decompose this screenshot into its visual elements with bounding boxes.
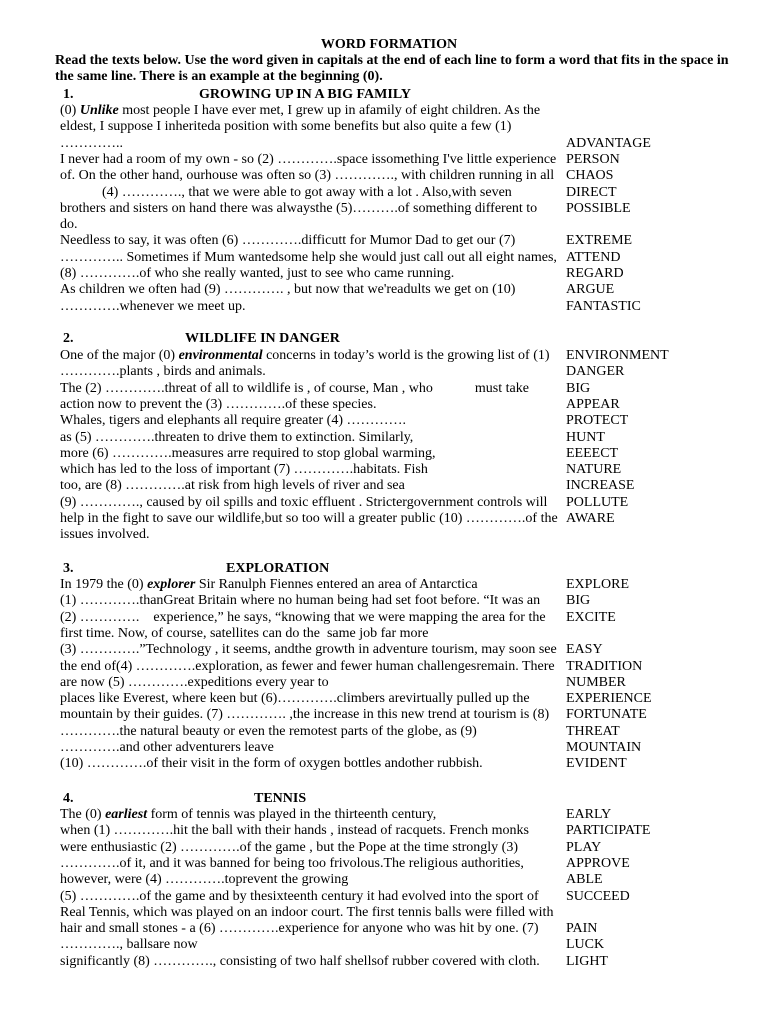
text-line: Real Tennis, which was played on an indoor court. The first tennis balls were filled with (60, 904, 554, 920)
text-line: ………….. (60, 135, 123, 151)
text-line: (2) …………. experience,” he says, “knowing that we were mapping the area for the (60, 609, 546, 625)
key-word: BIG (566, 380, 591, 396)
text-line (60, 103, 540, 119)
text-line (60, 807, 436, 823)
text-line: when (1) ………….hit the ball with their hands , instead of racquets. French monks (60, 823, 529, 839)
text-line: (1) ………….thanGreat Britain where no human being had set foot before. “It was an (60, 593, 541, 609)
text-segment: Sir Ranulph Fiennes entered an area of Antarctica (195, 577, 478, 592)
key-word: PAIN (566, 921, 598, 937)
section-number: 2. (63, 331, 74, 346)
text-line: which has led to the loss of important (7) ………….habitats. Fish (60, 462, 428, 478)
text-line (60, 348, 550, 364)
key-word: ENVIRONMENT (566, 348, 669, 363)
text-line: ………….the natural beauty or even the remotest parts of the globe, as (9) (60, 723, 477, 739)
text-line: do. (60, 217, 78, 233)
section-number: 4. (63, 791, 74, 806)
text-line: the end of(4) ………….exploration, as fewer and fewer human challengesremain. There (60, 658, 555, 674)
key-word: THREAT (566, 723, 620, 739)
example-answer: Unlike (79, 103, 119, 118)
text-line: (10) ………….of their visit in the form of oxygen bottles andother rubbish. (60, 756, 483, 772)
example-answer: environmental (178, 348, 263, 363)
key-word: APPROVE (566, 855, 630, 871)
key-word: DIRECT (566, 184, 617, 200)
text-line: brothers and sisters on hand there was alwaysthe (5)……….of something different to (60, 200, 538, 216)
example-answer: earliest (105, 807, 148, 822)
key-word: EXPERIENCE (566, 691, 652, 707)
text-line: action now to prevent the (3) ………….of these species. (60, 396, 377, 412)
key-word: POLLUTE (566, 494, 629, 510)
text-line: Whales, tigers and elephants all require greater (4) …………. (60, 413, 406, 429)
text-line: however, were (4) ………….toprevent the growing (60, 872, 349, 888)
key-word: PARTICIPATE (566, 823, 651, 839)
key-word: MOUNTAIN (566, 740, 642, 755)
text-line: (4) …………., that we were able to got away with a lot . Also,with seven (60, 184, 512, 200)
text-line: (8) ………….of who she really wanted, just to see who came running. (60, 266, 455, 281)
text-line: places like Everest, where keen but (6)………….climbers arevirtually pulled up the (60, 691, 530, 707)
text-segment: The (0) (60, 807, 106, 822)
instructions (55, 53, 755, 85)
text-segment: One of the major (0) (60, 348, 179, 363)
text-line: …………., ballsare now (60, 937, 198, 953)
key-word: POSSIBLE (566, 200, 631, 216)
key-word: SUCCEED (566, 888, 630, 904)
text-segment: In 1979 the (0) (60, 577, 148, 592)
key-word: FORTUNATE (566, 707, 647, 723)
key-word: CHAOS (566, 168, 614, 184)
key-word: PLAY (566, 839, 602, 855)
text-segment: most people I have ever met, I grew up in afamily of eight children. As the (118, 103, 541, 118)
section-number: 1. (63, 87, 74, 102)
text-line: of. On the other hand, ourhouse was often so (3) …………., with children running in all (60, 168, 555, 184)
instructions-line: Read the texts below. Use the word given in capitals at the end of each line to form a word that fits in the space in (55, 53, 729, 68)
text-line: mountain by their guides. (7) …………. ,the increase in this new trend at tourism is (8) (60, 707, 550, 723)
key-word: ARGUE (566, 282, 615, 298)
text-line: as (5) ………….threaten to drive them to extinction. Similarly, (60, 429, 414, 445)
text-line: Needless to say, it was often (6) ………….difficutt for Mumor Dad to get our (7) (60, 233, 516, 249)
key-word: BIG (566, 593, 591, 609)
example-answer: explorer (147, 577, 196, 592)
key-word: EXTREME (566, 233, 633, 249)
key-word: NUMBER (566, 674, 626, 690)
text-line: ………….whenever we meet up. (60, 298, 246, 314)
text-line: I never had a room of my own - so (2) ………….space issomething I've little experience (60, 151, 557, 167)
key-word: AWARE (566, 511, 615, 526)
key-word: ATTEND (566, 249, 621, 265)
key-word: ADVANTAGE (566, 135, 651, 151)
key-word: EXCITE (566, 609, 616, 625)
key-word: DANGER (566, 364, 625, 380)
key-word: HUNT (566, 429, 605, 445)
key-word: NATURE (566, 462, 622, 478)
key-word: REGARD (566, 266, 624, 281)
section-title: EXPLORATION (226, 561, 330, 576)
text-line: issues involved. (60, 527, 150, 543)
text-line: eldest, I suppose I inheriteda position with some benefits but also quite a few (1) (60, 119, 512, 135)
text-line: were enthusiastic (2) ………….of the game , but the Pope at the time strongly (3) (60, 839, 519, 855)
text-line: significantly (8) …………., consisting of two half shellsof rubber covered with cloth. (60, 953, 540, 969)
key-word: INCREASE (566, 478, 635, 494)
section-title: TENNIS (254, 791, 307, 806)
key-word: EARLY (566, 807, 612, 822)
text-segment: form of tennis was played in the thirteenth century, (147, 807, 437, 822)
key-word: LIGHT (566, 953, 608, 969)
text-line: ………….of it, and it was banned for being too frivolous.The religious authorities, (60, 855, 524, 871)
text-line: ………….and other adventurers leave (60, 740, 274, 755)
key-word: PROTECT (566, 413, 629, 429)
instructions-line: the same line. There is an example at the beginning (0). (55, 69, 383, 84)
key-word: FANTASTIC (566, 298, 641, 314)
key-word: APPEAR (566, 396, 620, 412)
text-line: ………….plants , birds and animals. (60, 364, 266, 380)
text-line: are now (5) ………….expeditions every year to (60, 674, 329, 690)
key-word: LUCK (566, 937, 605, 953)
key-word: ABLE (566, 872, 603, 888)
text-line (60, 577, 478, 593)
key-word: EASY (566, 642, 603, 658)
text-segment: (0) (60, 103, 80, 118)
text-line: too, are (8) ………….at risk from high levels of river and sea (60, 478, 405, 494)
key-word: EXPLORE (566, 577, 629, 592)
key-word: PERSON (566, 151, 620, 167)
section-number: 3. (63, 561, 74, 576)
text-line: hair and small stones - a (6) ………….experience for anyone who was hit by one. (7) (60, 921, 539, 937)
text-line: (9) …………., caused by oil spills and toxic effluent . Strictergovernment controls will (60, 494, 548, 510)
key-word: EEEECT (566, 445, 619, 461)
text-line: first time. Now, of course, satellites can do the same job far more (60, 625, 429, 641)
text-line: As children we often had (9) …………. , but now that we'readults we get on (10) (60, 282, 516, 298)
text-line: ………….. Sometimes if Mum wantedsome help she would just call out all eight names, (60, 249, 557, 265)
text-line: more (6) ………….measures arre required to stop global warming, (60, 445, 436, 461)
section-title: GROWING UP IN A BIG FAMILY (199, 87, 411, 102)
text-segment: concerns in today’s world is the growing list of (1) (262, 348, 550, 363)
text-line: The (2) ………….threat of all to wildlife is , of course, Man , who must take (60, 380, 529, 396)
text-line: (3) ………….”Technology , it seems, andthe growth in adventure tourism, may soon see (60, 642, 557, 658)
page-title: WORD FORMATION (320, 37, 458, 52)
section-title: WILDLIFE IN DANGER (185, 331, 340, 346)
key-word: TRADITION (566, 658, 643, 674)
key-word: EVIDENT (566, 756, 627, 772)
text-line: help in the fight to save our wildlife,but so too will a greater public (10) ………….of the (60, 511, 558, 526)
text-line: (5) ………….of the game and by thesixteenth century it had evolved into the sport of (60, 888, 539, 904)
